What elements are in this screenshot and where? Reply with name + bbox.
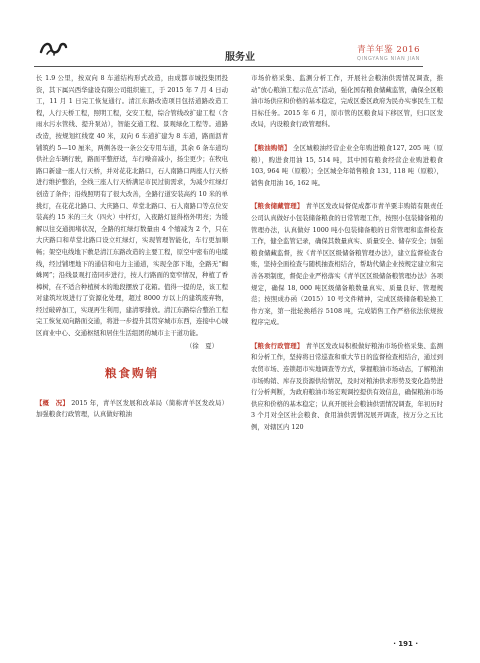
overview-text: 2015 年，青羊区发展和改革局（简称青羊区发改局）加强粮食行政管理，认真做好粮油 <box>36 398 229 419</box>
section-name: 服务业 <box>225 52 255 63</box>
grain-storage-tag: 【粮食储藏管理】 <box>251 202 304 211</box>
grain-purchase-sales-tag: 【粮油购销】 <box>251 143 291 152</box>
grain-administration-paragraph <box>251 341 443 434</box>
overview-paragraph <box>36 398 228 421</box>
road-renovation-paragraph: 长 1.9 公里，按双向 8 车道结构形式改造，由成都市城投集团投资，其下属兴西华建设有限公司组织施工，于 2015 年 7 月 4 日动工，11 月 1 日完工恢复通行。清江东路改造项目包括道路改造工程，人行天桥工程，照明工程，交安工程，综合管线改扩建工程（含雨水污水管线、提升泵站），智能交通工程、景观绿化工程等。道路改造，按规划红线宽 40 米，双向 6 车道扩建为 8 车道，路面沥青铺筑约 5—10 厘米，两侧各设一条公交专用车道，其余 6 条车道均供社会车辆行驶，路面平整舒适，车行噪音减小，扬尘更少；在牧电路口新建一座人行天桥，并对花花北路口，石人南路口两座人行天桥进行维护整治，全线三座人行天桥满足市民过街需求，为减少红绿灯创造了条件；沿线照明有了很大改善，全路行道安装高约 10 米的单挑灯，在花花北路口、大庆路口、草堂北路口、石人南路口等点位安装高约 15 米的三火（四火）中杆灯，入夜路灯显得格外明亮；为缓解以往交通拥堵状况，全路的红绿灯数量由 4 个缩减为 2 个，只在大庆路口和草堂北路口设立红绿灯，实现管理智能化，车行更加顺畅；架空电线地下敷是清江东路改造的主要工程，原空中密布的电缆线，经过铺埋地下的通信和电力主通道，实现全部下地，全路无“蜘蛛网”；沿线景观打造同步进行，按人行路面的宽窄情况，种植了香樟树，在不适合种植树木的地段摆放了花箱。值得一提的是，该工程对建筑垃圾进行了资源化处理，超过 8000 方以上的建筑废弃物，经过破碎加工，实现再生利用，建清零排放。清江东路综合整治工程完工恢复双向路面交通，将进一步提升其贯穿城市东西，连接中心城区商业中心、交通枢纽和居住生活组团的城市主干道功能。 <box>36 74 228 338</box>
overview-tag: 【概 况】 <box>36 398 69 407</box>
grain-purchase-sales-text: 全区城粮油经营企业全年购进粮食127, 205 吨（原粮），购进食用油 15, 514 吨，其中国有粮食经营企业购进粮食 103, 964 吨（原粮）；全区城全年销售粮食 131, 118 吨（原粮），销售食用油 16, 162 吨。 <box>251 143 443 187</box>
overview-continued-paragraph: 市场价格采集、监测分析工作，开展社会粮油供需情况调查，推动“放心粮油工程示范点”活动，强化国有粮食储藏监管，确保全区粮油市场供应和价格的基本稳定，完成区委区政府为民办实事民生工程目标任务。2015 年 6 月，原市管的区粮食局下移区管，归口区发改局，内设粮食行政管理科。 <box>251 74 443 129</box>
grain-administration-text: 青羊区发改局积极做好粮油市场价格采集、监测和分析工作，坚持将日常巡查和重大节日的监督检查相结合，通过到农贸市场、连锁超市实地调查等方式，掌握粮油市场动态，了解粮油市场购销、库存及资源供给情况，及时对粮油供求形势及变化趋势进行分析判断，为政府粮油市场宏观调控提供有效信息，确保粮油市场供应和价格的基本稳定；认真开展社会粮油供需情况调查，年初历时 3 个月对全区社会粮食、食用油供需情况展开调查，按万分之五比例，对辖区内 120 <box>251 341 444 432</box>
article-author: （徐 夏） <box>186 341 218 350</box>
section-heading: 粮食购销 <box>105 366 159 381</box>
grain-storage-text: 青羊区发改局督促成都市青羊粟丰购销有限责任公司认真做好小包装储备粮食的日常管理工作，按照小包装储备粮的管理办法，认真做好 1000 吨小包装储备粮的日常管理和监督检查工作，健全监管记录，确保其数量真实、质量安全、储存安全；加强粮食储藏监督，按《青羊区区级储备粮管理办法》，建立监督检查台账，坚持全面检查与随机抽查相结合，帮助代储企业按规定建立和完善各项制度，督促企业严格落实《青羊区区级储备粮管理办法》各项规定，确保 18, 000 吨区级储备粮数量真实、质量良好、管理规范；按照成办函（2015）10 号文件精神，完成区级储备粮轮换工作方案，第一批轮换稻谷 5108 吨，完成销售工作严格依法依规按程序完成。 <box>251 202 444 327</box>
page-number: · 191 · <box>393 640 418 648</box>
left-column <box>36 73 228 421</box>
right-column <box>251 73 443 434</box>
grain-purchase-sales-paragraph <box>251 143 443 189</box>
yearbook-pinyin: QINGYANG NIAN JIAN <box>357 56 420 62</box>
header-divider <box>34 66 423 67</box>
page-header <box>0 0 480 70</box>
yearbook-title: 青羊年鉴 2016 <box>357 45 420 55</box>
grain-storage-paragraph <box>251 201 443 329</box>
grain-administration-tag: 【粮食行政管理】 <box>251 341 304 350</box>
